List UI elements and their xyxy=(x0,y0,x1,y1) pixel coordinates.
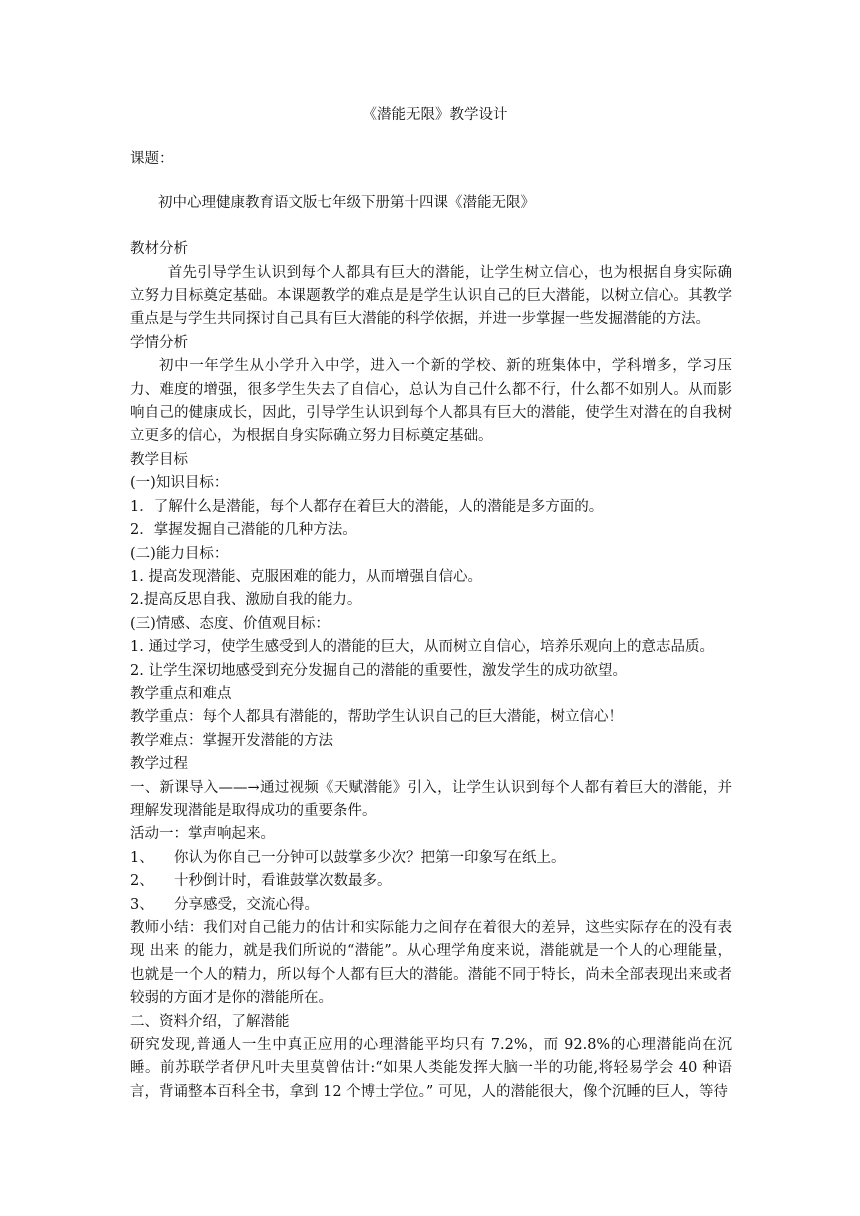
emotion-goal-heading: (三)情感、态度、价值观目标： xyxy=(130,615,330,632)
teaching-difficulty: 教学难点：掌握开发潜能的方法 xyxy=(130,732,333,749)
material-heading: 教材分析 xyxy=(130,241,188,258)
ability-goal-item: 2.提高反思自我、激励自我的能力。 xyxy=(130,592,362,609)
knowledge-goal-heading: (一)知识目标： xyxy=(130,475,229,492)
activity-one-title: 活动一：掌声响起来。 xyxy=(130,826,275,843)
student-heading: 学情分析 xyxy=(130,334,188,351)
teaching-keypoint: 教学重点：每个人都具有潜能的，帮助学生认识自己的巨大潜能，树立信心！ xyxy=(130,709,623,726)
activity-item-text: 你认为你自己一分钟可以鼓掌多少次？把第一印象写在纸上。 xyxy=(174,849,566,866)
activity-item-text: 分享感受，交流心得。 xyxy=(174,896,319,913)
activity-item-number: 3、 xyxy=(130,896,154,913)
emotion-goal-item: 1. 通过学习，使学生感受到人的潜能的巨大，从而树立自信心，培养乐观向上的意志品质。 xyxy=(130,639,714,656)
goals-heading: 教学目标 xyxy=(130,451,188,468)
topic-label: 课题： xyxy=(130,151,174,168)
knowledge-goal-item: 1．了解什么是潜能，每个人都存在着巨大的潜能，人的潜能是多方面的。 xyxy=(130,498,604,515)
activity-item xyxy=(130,847,732,870)
student-paragraph: 初中一年学生从小学升入中学，进入一个新的学校、新的班集体中，学科增多，学习压力、难度的增强，很多学生失去了自信心，总认为自己什么都不行，什么都不如别人。从而影响自己的健康成长，因此，引导学生认识到每个人都具有巨大的潜能，使学生对潜在的自我树立更多的信心，为根据自身实际确立努力目标奠定基础。 xyxy=(130,358,732,445)
step-one-paragraph: 一、新课导入——→通过视频《天赋潜能》引入，让学生认识到每个人都有着巨大的潜能，并理解发现潜能是取得成功的重要条件。 xyxy=(130,779,732,819)
emotion-goal-item: 2. 让学生深切地感受到充分发掘自己的潜能的重要性，激发学生的成功欲望。 xyxy=(130,662,627,679)
document-title: 《潜能无限》教学设计 xyxy=(362,107,508,123)
step-two-heading: 二、资料介绍，了解潜能 xyxy=(130,1013,290,1030)
research-paragraph: 研究发现,普通人一生中真正应用的心理潜能平均只有 7.2%，而 92.8%的心理潜能尚在沉睡。前苏联学者伊凡叶夫里莫曾估计:“如果人类能发挥大脑一半的功能,将轻易学会 40 种语言，背诵整本百科全书，拿到 12 个博士学位。” 可见，人的潜能很大，像个沉睡的巨人，等待 xyxy=(130,1037,732,1100)
material-paragraph: 首先引导学生认识到每个人都具有巨大的潜能，让学生树立信心，也为根据自身实际确立努力目标奠定基础。本课题教学的难点是是学生认识自己的巨大潜能，以树立信心。其教学重点是与学生共同探讨自己具有巨大潜能的科学依据，并进一步掌握一些发掘潜能的方法。 xyxy=(130,264,732,328)
keypoints-heading: 教学重点和难点 xyxy=(130,685,232,702)
teacher-summary: 教师小结：我们对自己能力的估计和实际能力之间存在着很大的差异，这些实际存在的没有表现 出来 的能力，就是我们所说的“潜能”。从心理学角度来说，潜能就是一个人的心理能量，也就是一个人的精力，所以每个人都有巨大的潜能。潜能不同于特长，尚未全部表现出来或者较弱的方面才是你的潜能所在。 xyxy=(130,920,732,1007)
ability-goal-heading: (二)能力目标： xyxy=(130,545,229,562)
activity-item xyxy=(130,894,732,917)
ability-goal-item: 1. 提高发现潜能、克服困难的能力，从而增强自信心。 xyxy=(130,568,482,585)
knowledge-goal-item: 2．掌握发掘自己潜能的几种方法。 xyxy=(130,522,357,539)
activity-item-number: 2、 xyxy=(130,873,154,890)
activity-item-number: 1、 xyxy=(130,849,154,866)
activity-item xyxy=(130,870,732,893)
course-name: 初中心理健康教育语文版七年级下册第十四课《潜能无限》 xyxy=(158,194,535,211)
activity-item-text: 十秒倒计时，看谁鼓掌次数最多。 xyxy=(174,873,392,890)
process-heading: 教学过程 xyxy=(130,756,188,773)
